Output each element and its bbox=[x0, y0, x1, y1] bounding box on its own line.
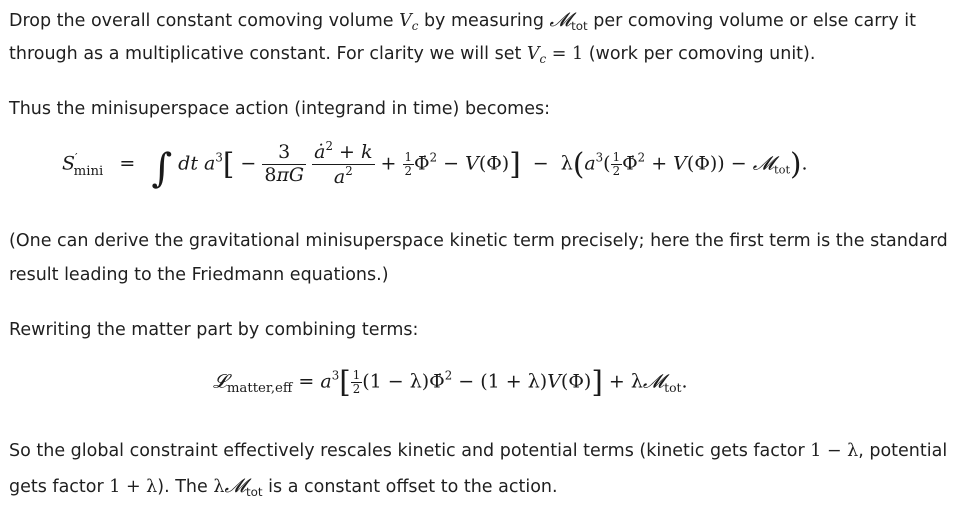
intro-paragraph-line-2: through as a multiplicative constant. For clarity we will set $V_c = 1$ (work per comoving unit). bbox=[9, 44, 816, 67]
derivation-note-line-1: (One can derive the gravitational minisuperspace kinetic term precisely; here the first term is the standard bbox=[9, 231, 948, 251]
effective-matter-lagrangian-equation: 𝓛$_{matter,eff}$ = $a^3$[ $\frac{1}{2}$ (1 − λ)Φ̇$^2$ − (1 + λ)V(Φ)] + λ𝓜$_{tot}$. bbox=[213, 365, 688, 399]
conclusion-line-1: So the global constraint effectively rescales kinetic and potential terms (kinetic gets factor 1 − λ, potential bbox=[9, 441, 948, 461]
rewriting-intro-text: Rewriting the matter part by combining terms: bbox=[9, 320, 419, 340]
intro-paragraph-line-1: Drop the overall constant comoving volume $V_c$ by measuring 𝓜$_{tot}$ per comoving volume or else carry it bbox=[9, 8, 916, 34]
total-mass-symbol: 𝓜 bbox=[549, 8, 572, 31]
conclusion-line-2: gets factor 1 + λ). The λ𝓜$_{tot}$ is a constant offset to the action. bbox=[9, 474, 558, 500]
volume-symbol-2: $V_c$ bbox=[526, 44, 547, 67]
action-intro-text: Thus the minisuperspace action (integrand in time) becomes: bbox=[9, 99, 550, 119]
derivation-note-line-2: result leading to the Friedmann equations.) bbox=[9, 265, 389, 285]
volume-symbol: $V_c$ bbox=[399, 11, 419, 34]
minisuperspace-action-equation: $S'_{mini}$ = ∫ dt $a^3$[ − $\frac{3}{8\pi G}$ $\frac{ȧ^2 + k}{a^2}$ + $\frac{1}{2}$ Φ̇$^2$ − $V(\Phi)] - \lambda(a^3$( $\frac{1}{2}$ Φ̇$^2$ + V(Φ)) − 𝓜$_{tot}$). bbox=[62, 139, 808, 192]
